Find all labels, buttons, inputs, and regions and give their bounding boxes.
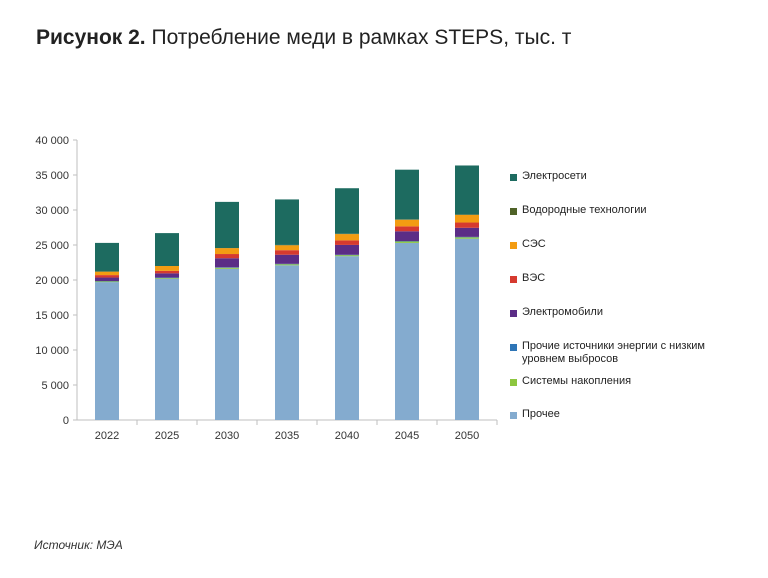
legend-label: ВЭС bbox=[522, 272, 546, 284]
bar-segment bbox=[155, 278, 179, 279]
y-tick-label: 10 000 bbox=[35, 345, 69, 357]
bar-segment bbox=[395, 220, 419, 227]
x-tick-label: 2025 bbox=[154, 430, 180, 442]
legend-label: Прочее bbox=[522, 408, 560, 420]
legend-item bbox=[510, 306, 603, 319]
source-note: Источник: МЭА bbox=[34, 538, 123, 552]
bar-segment bbox=[455, 223, 479, 228]
bar-segment bbox=[95, 278, 119, 282]
bar-segment bbox=[275, 265, 299, 420]
legend-item bbox=[510, 238, 546, 251]
bar-segment bbox=[95, 275, 119, 277]
y-tick-label: 5 000 bbox=[41, 380, 69, 392]
legend-label: Прочие источники энергии с низким уровнем выбросов bbox=[522, 340, 705, 365]
x-tick-label: 2045 bbox=[394, 430, 420, 442]
legend-label: Системы накопления bbox=[522, 375, 632, 387]
bar-segment bbox=[335, 245, 359, 255]
x-tick-label: 2035 bbox=[274, 430, 300, 442]
figure-number: Рисунок 2. bbox=[36, 26, 146, 49]
bar-segment bbox=[395, 243, 419, 420]
bar-segment bbox=[395, 226, 419, 231]
y-tick-label: 20 000 bbox=[35, 275, 69, 287]
legend-swatch bbox=[510, 344, 517, 351]
legend-item bbox=[510, 408, 560, 421]
legend-item bbox=[510, 272, 545, 285]
bar-segment bbox=[275, 264, 299, 265]
y-tick-label: 30 000 bbox=[35, 205, 69, 217]
bar-segment bbox=[155, 273, 179, 277]
chart-title-text: Потребление меди в рамках STEPS, тыс. т bbox=[151, 26, 572, 49]
legend-swatch bbox=[510, 412, 517, 419]
bar-segment bbox=[275, 255, 299, 264]
bar-segment bbox=[215, 248, 239, 254]
bar-segment bbox=[275, 250, 299, 255]
bar-segment bbox=[335, 234, 359, 240]
bar-segment bbox=[95, 281, 119, 282]
bar-segment bbox=[395, 231, 419, 241]
bar-segment bbox=[395, 170, 419, 220]
x-tick-label: 2030 bbox=[214, 430, 240, 442]
legend-label: СЭС bbox=[522, 238, 546, 250]
y-tick-label: 25 000 bbox=[35, 240, 69, 252]
legend-label: Электромобили bbox=[522, 306, 603, 318]
bar-segment bbox=[215, 269, 239, 420]
bar-segment bbox=[335, 256, 359, 420]
bar-segment bbox=[455, 237, 479, 238]
bar-segment bbox=[155, 271, 179, 273]
bar-segment bbox=[215, 258, 239, 267]
bar-segment bbox=[155, 266, 179, 271]
legend-swatch bbox=[510, 276, 517, 283]
bar-segment bbox=[335, 188, 359, 234]
legend-item bbox=[510, 170, 587, 183]
bar-segment bbox=[275, 245, 299, 250]
y-tick-label: 15 000 bbox=[35, 310, 69, 322]
bar-segment bbox=[395, 242, 419, 243]
x-tick-label: 2040 bbox=[334, 430, 360, 442]
bar-segment bbox=[275, 199, 299, 245]
legend-item bbox=[510, 340, 750, 366]
bar-segment bbox=[455, 239, 479, 420]
bar-segment bbox=[335, 240, 359, 245]
bar-segment bbox=[215, 254, 239, 258]
y-tick-label: 0 bbox=[62, 415, 69, 427]
x-tick-label: 2022 bbox=[94, 430, 120, 442]
legend-swatch bbox=[510, 310, 517, 317]
legend-item bbox=[510, 375, 631, 388]
legend-swatch bbox=[510, 174, 517, 181]
y-tick-label: 40 000 bbox=[35, 135, 69, 147]
bar-segment bbox=[455, 228, 479, 237]
bar-segment bbox=[455, 215, 479, 223]
bar-segment bbox=[155, 233, 179, 266]
legend-item bbox=[510, 204, 647, 217]
bar-segment bbox=[95, 282, 119, 420]
bar-segment bbox=[95, 243, 119, 272]
x-tick-label: 2050 bbox=[454, 430, 480, 442]
bar-segment bbox=[335, 255, 359, 256]
bar-segment bbox=[95, 272, 119, 276]
legend-label: Электросети bbox=[522, 170, 587, 182]
bar-segment bbox=[455, 165, 479, 214]
legend-swatch bbox=[510, 208, 517, 215]
legend-label: Водородные технологии bbox=[522, 204, 647, 216]
legend-swatch bbox=[510, 242, 517, 249]
bar-segment bbox=[215, 202, 239, 248]
y-tick-label: 35 000 bbox=[35, 170, 69, 182]
bar-segment bbox=[155, 279, 179, 420]
legend-swatch bbox=[510, 379, 517, 386]
bar-segment bbox=[215, 268, 239, 269]
